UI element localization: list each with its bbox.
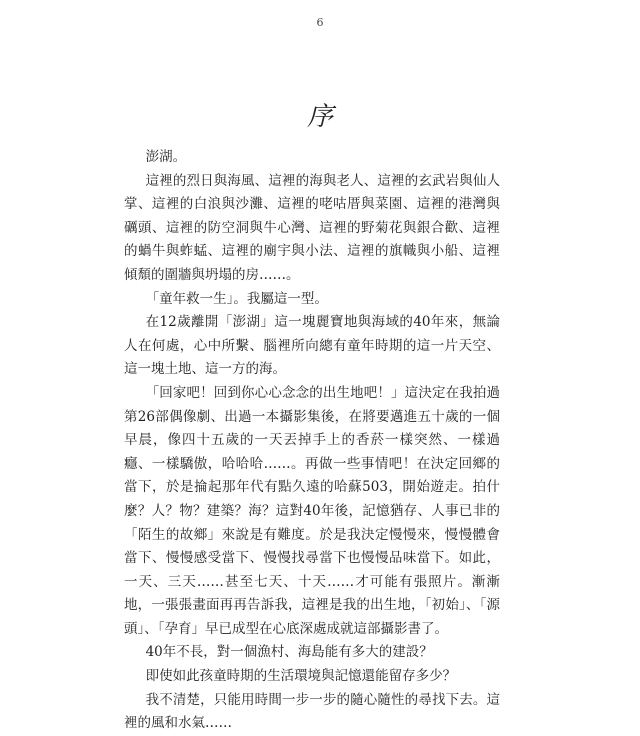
page-title: 序 [306, 102, 333, 132]
paragraph: 澎湖。 [145, 149, 187, 165]
paragraph: 「童年救一生」。我屬這一型。 [145, 290, 328, 307]
preface-body [124, 146, 500, 736]
paragraph: 這裡的烈日與海風、這裡的海與老人、這裡的玄武岩與仙人掌、這裡的白浪與沙灘、這裡的咾咕厝與菜園、這裡的港灣與礪頭、這裡的防空洞與牛心灣、這裡的野菊花與銀合歡、這裡的蝸牛與蚱蜢、這裡的廟宇與小法、這裡的旗幟與小船、這裡傾頹的圍牆與坍塌的房……。 [124, 172, 500, 283]
paragraph: 我不清楚，只能用時間一步一步的隨心隨性的尋找下去。這裡的風和水氣…… [124, 691, 500, 732]
paragraph: 即使如此孩童時期的生活環境與記憶還能留存多少？ [145, 668, 457, 685]
paragraph: 「回家吧！回到你心心念念的出生地吧！」這決定在我拍過第26部偶像劇、出過一本攝影集後，在將要邁進五十歲的一個早晨，像四十五歲的一天丟掉手上的香菸一樣突然、一樣過癮、一樣驕傲，哈哈哈……。再做一些事情吧！在決定回鄉的當下，於是掄起那年代有點久遠的哈蘇503，開始遊走。拍什麼？人？物？建築？海？這對40年後，記憶猶存、人事已非的「陌生的故鄉」來說是有難度。於是我決定慢慢來，慢慢體會當下、慢慢感受當下、慢慢找尋當下也慢慢品味當下。如此，一天、三天……甚至七天、十天……才可能有張照片。漸漸地，一張張畫面再再告訴我，這裡是我的出生地，「初始」、「源頭」、「孕育」早已成型在心底深處成就這部攝影書了。 [124, 384, 500, 637]
paragraph: 40年不長，對一個漁村、海島能有多大的建設？ [145, 644, 433, 661]
page-number: 6 [316, 16, 324, 29]
paragraph: 在12歲離開「澎湖」這一塊麗寶地與海域的40年來，無論人在何處，心中所繫、腦裡所向總有童年時期的這一片天空、這一塊土地、這一方的海。 [124, 314, 500, 378]
